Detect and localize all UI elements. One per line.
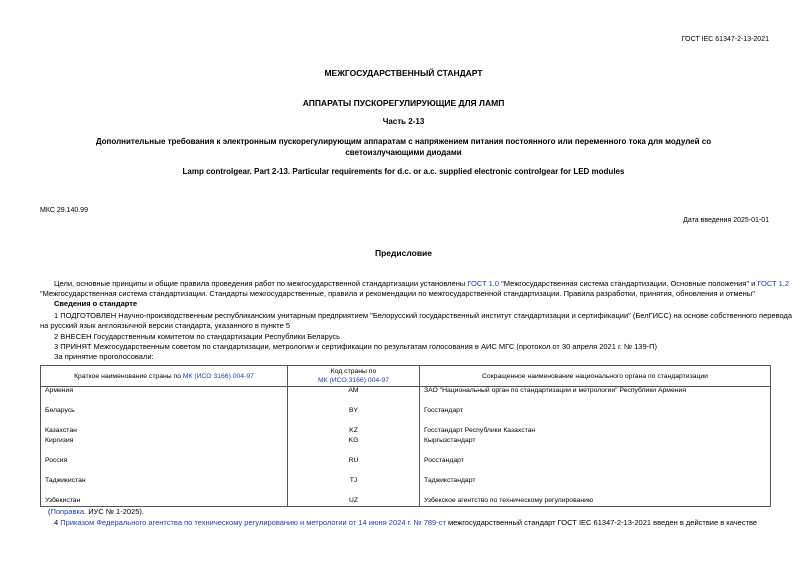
introduction-date: Дата введения 2025-01-01 — [683, 217, 769, 224]
body-cell: Росстандарт — [420, 457, 771, 477]
code-cell: KZ — [288, 427, 420, 437]
amendment-link[interactable]: Поправка — [50, 507, 85, 516]
body-cell: Госстандарт Республики Казахстан — [420, 427, 771, 437]
table-header-row — [41, 366, 771, 387]
table-row — [41, 437, 771, 457]
body-cell: Узбекское агентство по техническому регулированию — [420, 497, 771, 507]
country-cell: Узбекистан — [41, 497, 288, 507]
country-cell: Армения — [41, 387, 288, 407]
subtitle-line2: светоизлучающими диодами — [345, 148, 462, 157]
header-code: Код страны по МК (ИСО 3166) 004-97 — [288, 366, 420, 387]
standard-name: АППАРАТЫ ПУСКОРЕГУЛИРУЮЩИЕ ДЛЯ ЛАМП — [302, 98, 505, 108]
table-row — [41, 387, 771, 407]
country-cell: Беларусь — [41, 407, 288, 427]
table-row — [41, 427, 771, 437]
code-cell: TJ — [288, 477, 420, 497]
p1-text-b: "Межгосударственная система стандартизации. Основные положения" и — [499, 279, 758, 288]
mk-iso-link[interactable]: МК (ИСО 3166) 004-97 — [182, 372, 254, 380]
part-number: Часть 2-13 — [382, 117, 425, 126]
body-cell: ЗАО "Национальный орган по стандартизации и метрологии" Республики Армения — [420, 387, 771, 407]
gost-1-0-link[interactable]: ГОСТ 1.0 — [467, 279, 500, 288]
body-cell: Кыргызстандарт — [420, 437, 771, 457]
preface-paragraph-1 — [40, 279, 790, 289]
code-cell: KG — [288, 437, 420, 457]
item-2: 2 ВНЕСЕН Государственным комитетом по стандартизации Республики Беларусь — [54, 332, 341, 341]
code-cell: AM — [288, 387, 420, 407]
standard-type: МЕЖГОСУДАРСТВЕННЫЙ СТАНДАРТ — [324, 68, 483, 78]
amendment-note: (Поправка. ИУС № 1-2025). — [48, 507, 144, 516]
preface-heading: Предисловие — [374, 248, 433, 258]
table-row — [41, 457, 771, 477]
code-cell: UZ — [288, 497, 420, 507]
voting-states-table — [40, 365, 771, 507]
body-cell: Госстандарт — [420, 407, 771, 427]
mks-code: МКС 29.140.99 — [40, 207, 88, 214]
item-1-line-b: на русский язык англоязычной версии стандарта, указанного в пункте 5 — [40, 321, 290, 330]
country-cell: Казахстан — [41, 427, 288, 437]
mk-iso-link-2[interactable]: МК (ИСО 3166) 004-97 — [317, 377, 390, 384]
code-cell: RU — [288, 457, 420, 477]
standard-info-heading: Сведения о стандарте — [54, 299, 138, 308]
item-1-line-a: 1 ПОДГОТОВЛЕН Научно-производственным республиканским унитарным предприятием "Белорусский государственный институт стандартизации и сертификации" (БелГИСС) на основе собственного перевода — [54, 311, 793, 320]
header-body: Сокращенное наименование национального органа по стандартизации — [420, 366, 771, 387]
p1-text-a: Цели, основные принципы и общие правила проведения работ по межгосударственной стандартизации установлены — [54, 279, 468, 288]
code-cell: BY — [288, 407, 420, 427]
body-cell: Таджикстандарт — [420, 477, 771, 497]
english-title: Lamp controlgear. Part 2-13. Particular requirements for d.c. or a.c. supplied electronic controlgear for LED modules — [182, 167, 625, 176]
item-4: 4 Приказом Федерального агентства по техническому регулированию и метрологии от 14 июня 2024 г. № 789-ст межгосударственный стандарт ГОСТ IEC 61347-2-13-2021 введен в действие в качестве — [54, 518, 758, 527]
country-cell: Киргизия — [41, 437, 288, 457]
subtitle-line1: Дополнительные требования к электронным пускорегулирующим аппаратам с напряжением питания постоянного или переменного тока для модулей со — [95, 137, 712, 146]
country-cell: Россия — [41, 457, 288, 477]
country-cell: Таджикистан — [41, 477, 288, 497]
table-row — [41, 407, 771, 427]
item-3: 3 ПРИНЯТ Межгосударственным советом по стандартизации, метрологии и сертификации по результатам голосования в АИС МГС (протокол от 30 апреля 2021 г. № 139-П) — [54, 342, 658, 351]
gost-1-2-link[interactable]: ГОСТ 1.2 — [757, 279, 790, 288]
header-country: Краткое наименование страны по МК (ИСО 3166) 004-97 — [41, 366, 288, 387]
voted-label: За принятие проголосовали: — [54, 352, 154, 361]
table-row — [41, 497, 771, 507]
table-row — [41, 477, 771, 497]
preface-paragraph-1-cont: "Межгосударственная система стандартизации. Стандарты межгосударственные, правила и рекомендации по межгосударственной стандартизации. Правила разработки, принятия, обновления и отмены" — [40, 289, 755, 298]
order-link[interactable]: Приказом Федерального агентства по техническому регулированию и метрологии от 14 июня 2024 г. № 789-ст — [60, 518, 446, 527]
document-id: ГОСТ IEC 61347-2-13-2021 — [681, 36, 769, 43]
